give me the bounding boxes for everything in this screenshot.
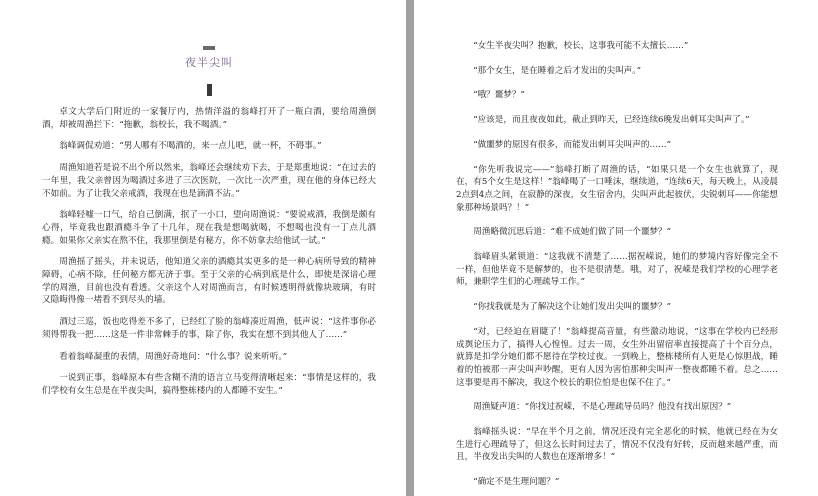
paragraph: 卓文大学后门附近的一家餐厅内，热情洋溢的翁峰打开了一瓶白酒，要给周渔倒酒，却被周渔拦下：“拖歉，翁校长，我不喝酒。” <box>42 107 376 130</box>
paragraph: “做噩梦的原因有很多，而能发出刺耳尖叫声的……” <box>473 139 672 150</box>
paragraph: 周渔知道若是说不出个所以然来，翁峰还会继续劝下去，于是郑重地说：“在过去的一年里，我父亲曾因为喝酒过多进了三次医院，一次比一次严重，现在他的身体已经大不如前。为了让我父亲戒酒，我现在也是滴酒不沾。” <box>42 163 376 199</box>
chapter-ornament <box>203 46 215 50</box>
paragraph: 周渔疑声道：“你找过祝嵘，不是心理疏导员吗？他没有找出原因？” <box>473 402 732 413</box>
right-page <box>414 0 818 496</box>
paragraph: “你先听我说完——”翁峰打断了周渔的话，“如果只是一个女生也就算了，现在，有5个女生是这样！”翁峰喝了一口唾沫，继续道，“连续6天，每天晚上，从凌晨2点到4点之间，在寂静的深夜，女生宿舍内，尖叫声此起彼伏，尖锐刺耳——你能想象那种场景吗？！” <box>456 164 778 213</box>
left-body <box>42 106 376 398</box>
paragraph: 一说到正事，翁峰原本有些含糊不清的语言立马变得清晰起来：“事情是这样的，我们学校有女生总是在半夜尖叫，搞得整栋楼内的人都睡不安生。” <box>42 373 376 396</box>
paragraph: “女生半夜尖叫？抱歉，校长，这事我可能不太擅长……” <box>473 41 689 51</box>
paragraph: “应该是，而且夜夜如此，截止到昨天，已经连续6晚发出刺耳尖叫声了。” <box>473 115 750 126</box>
paragraph: “哦？噩梦？” <box>473 90 525 101</box>
paragraph: 酒过三巡，饭也吃得差不多了，已经红了脸的翁峰凑近周渔，低声说：“这件事你必须得帮我一把……这是一件非常棘手的事，除了你，我实在想不到其他人了……” <box>42 317 376 340</box>
paragraph: “对，已经迫在眉睫了！”翁峰提高音量，有些激动地说，“这事在学校内已经形成舆论压力了，搞得人心惶惶。过去一周，女生外出留宿率直接提高了十个百分点，就算是扣学分她们都不愿待在学校过夜。一到晚上，整栋楼所有人更是心惊胆战，睡着的怕被那一声尖叫声吵醒，更有人因为害怕那种尖叫声一整夜都睡不着。总之……这事要是再不解决，我这个校长的职位怕是也保不住了。” <box>456 326 778 388</box>
paragraph: 看着翁峰凝重的表情，周渔好奇地问：“什么事？说来听听。” <box>59 351 288 362</box>
paragraph: 周渔摇了摇头，并未说话，他知道父亲的酒瘾其实更多的是一种心病所导致的精神障碍，心病不除，任何秘方都无济于事。至于父亲的心病到底是什么，即使是深谙心理学的周渔，目前也没有看透。父亲这个人对周渔而言，有时候透明得就像块玻璃，有时又隐晦得像一堵看不到尽头的墙。 <box>42 257 376 306</box>
right-body <box>456 40 778 489</box>
chapter-number-marker <box>207 84 212 96</box>
paragraph: 翁峰摇头说：“早在半个月之前，情况还没有完全恶化的时候，他就已经在为女生进行心理疏导了，但这么长时间过去了，情况不仅没有好转，反而越来越严重，而且，半夜发出尖叫的人数也在逐渐增多！” <box>456 427 778 463</box>
paragraph: “那个女生，是在睡着之后才发出的尖叫声。” <box>473 65 641 76</box>
paragraph: 翁峰轻嘘一口气，给自己倒满，抿了一小口，望向周渔说：“要说戒酒，我倒是颇有心得，毕竟我也跟酒瘾斗争了十几年，现在我是想喝就喝，不想喝也没有一丁点儿酒瘾。如果你父亲实在熬不住，我那里倒是有秘方，你不妨拿去给他试一试。” <box>42 210 376 246</box>
paragraph: “确定不是生理问题？” <box>473 477 560 488</box>
left-page <box>0 0 406 496</box>
paragraph: 翁峰眉头紧锁道：“这我就不清楚了……据祝嵘说，她们的梦境内容好像完全不一样，但他毕竟不是解梦的，也不是很清楚。哦，对了，祝嵘是我们学校的心理学老师，兼职学生们的心理疏导工作。” <box>456 252 778 288</box>
paragraph: 周渔略微沉思后道：“难不成她们做了同一个噩梦？” <box>473 227 672 238</box>
chapter-title: 夜半尖叫 <box>185 56 233 69</box>
paragraph: “你找我就是为了解决这个让她们发出尖叫的噩梦？” <box>473 302 672 313</box>
paragraph: 翁峰调侃劝道：“男人哪有不喝酒的，来一点儿吧，就一杯，不碍事。” <box>59 141 322 152</box>
